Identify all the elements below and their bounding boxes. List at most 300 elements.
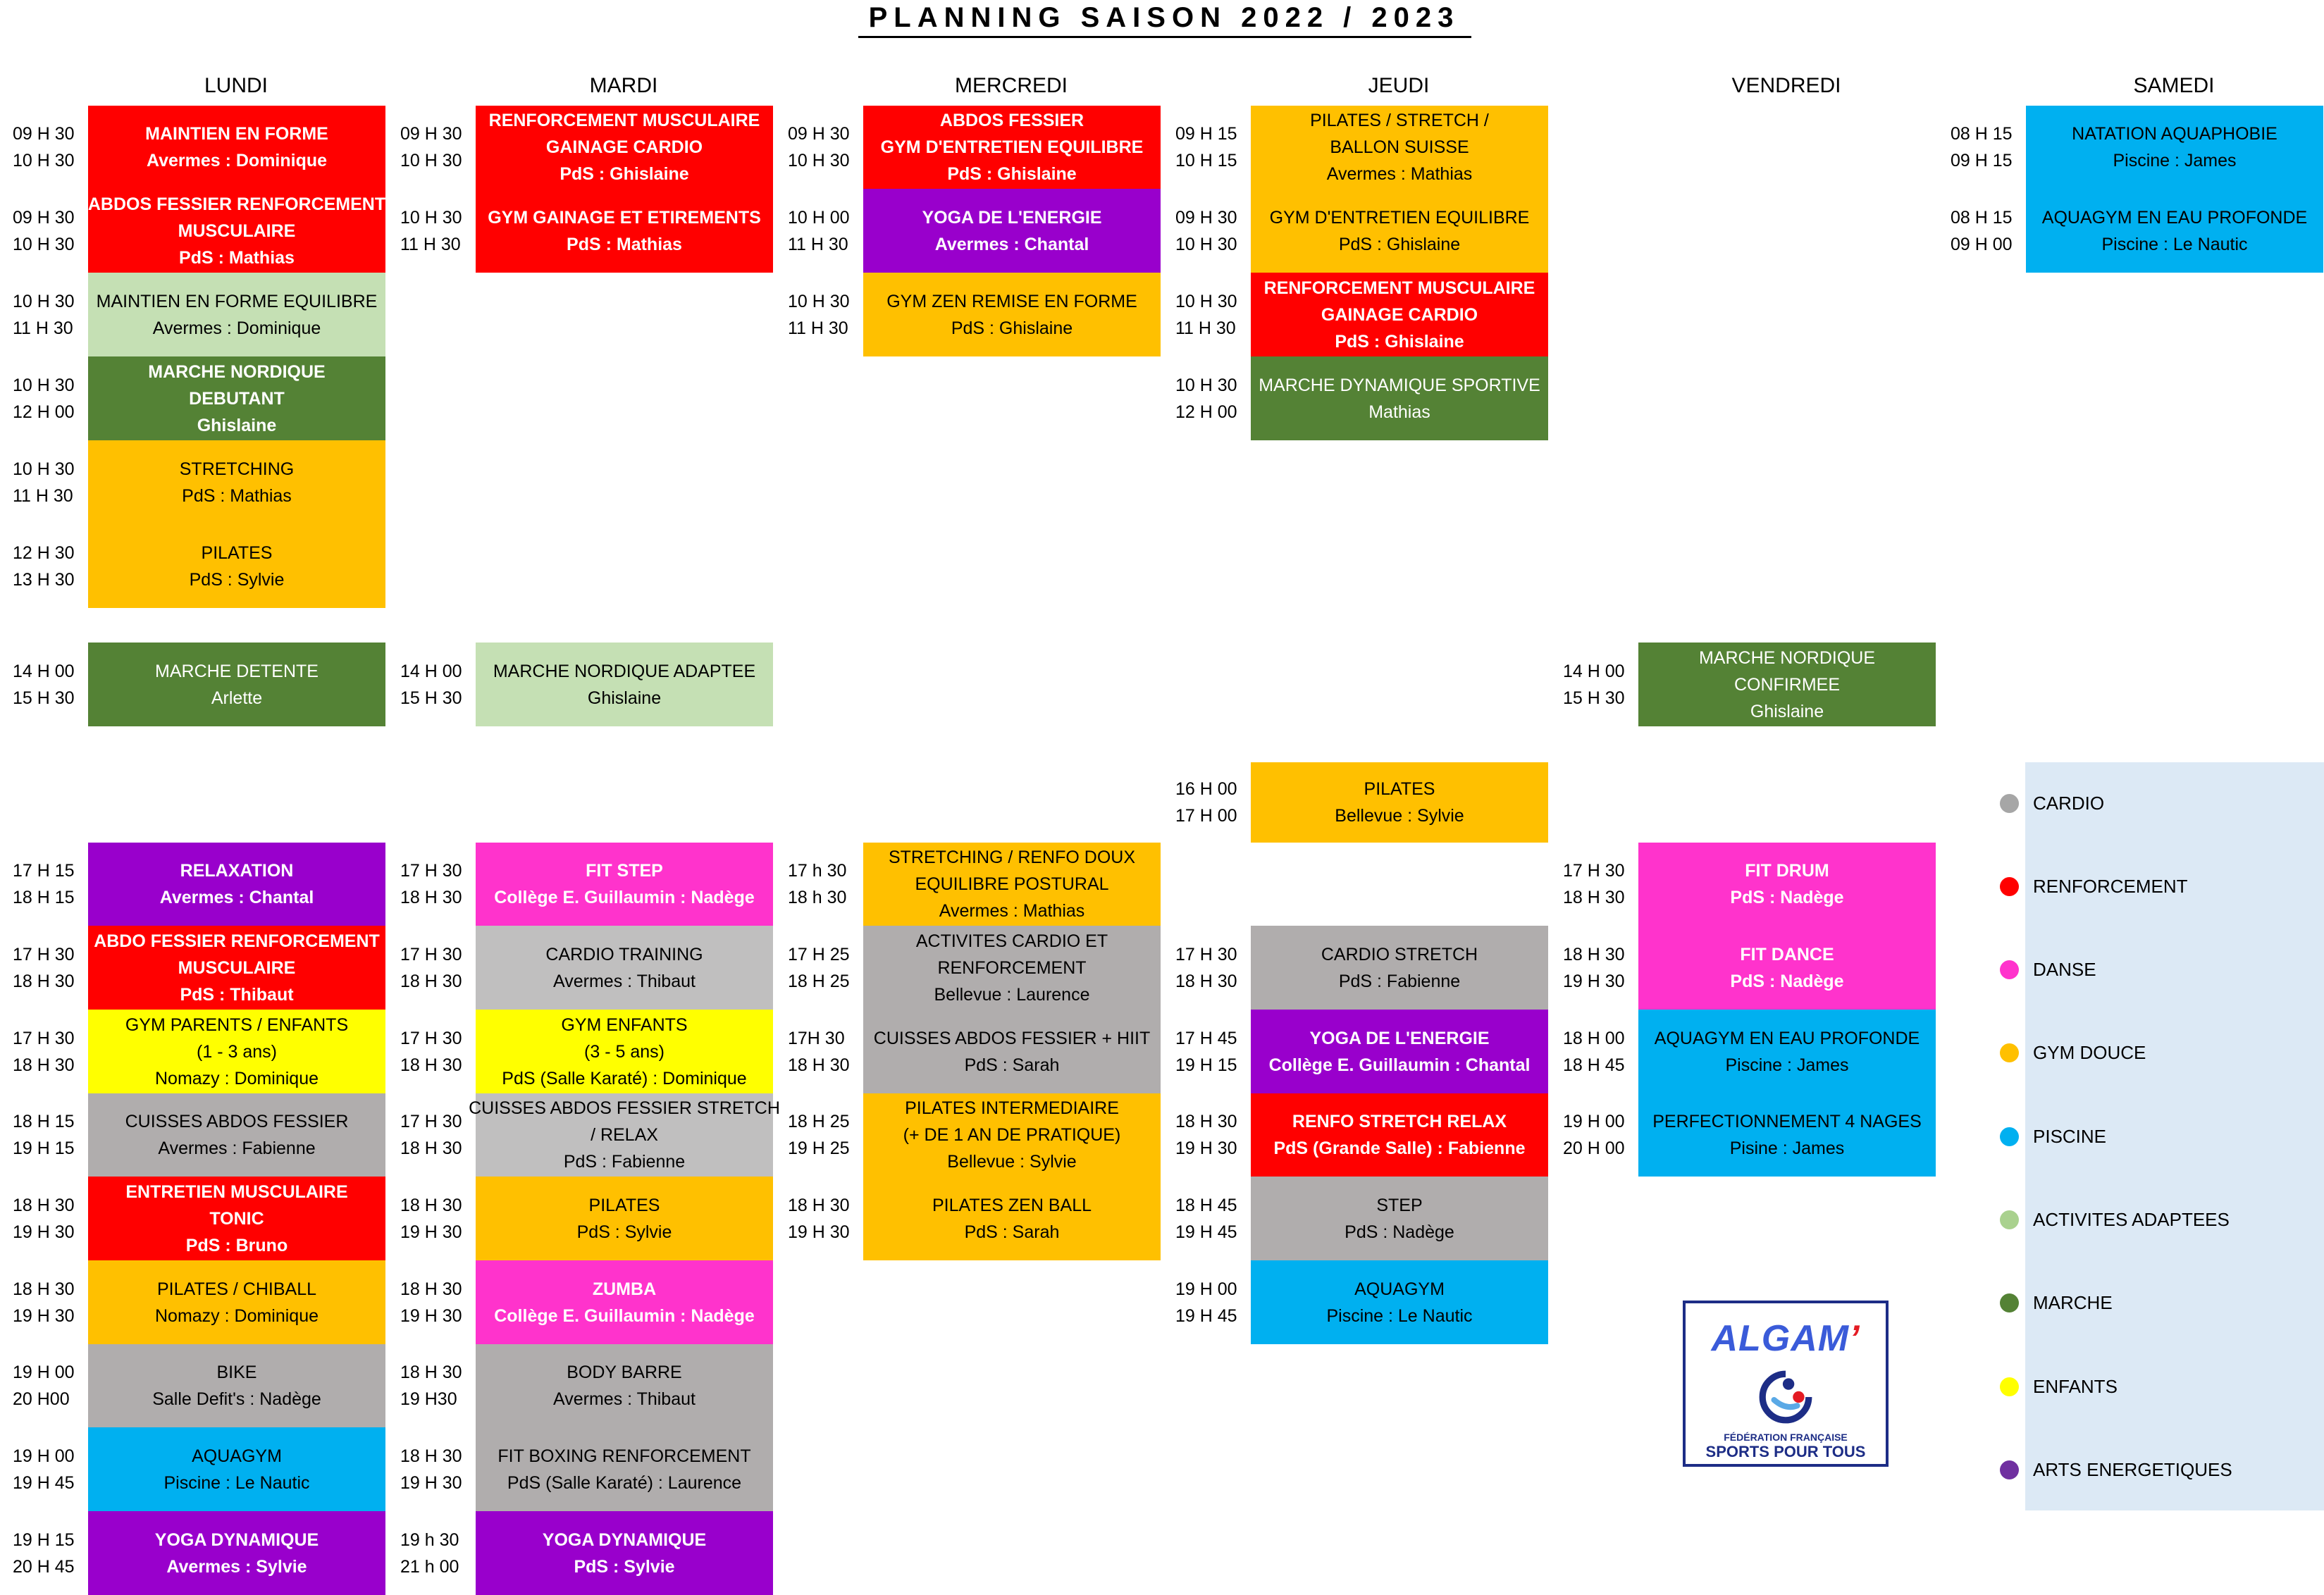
session-start-time: 18 H 15: [13, 1112, 75, 1131]
session-time: [1563, 857, 1639, 911]
legend-dot-icon: [2000, 794, 2019, 813]
session-start-time: 14 H 00: [400, 661, 462, 681]
session-line: Pisine : James: [1729, 1138, 1845, 1158]
session-time: [400, 1108, 476, 1162]
session-end-time: 19 H 15: [1175, 1055, 1237, 1075]
session-line: MARCHE NORDIQUE: [148, 361, 326, 382]
session-line: PILATES / STRETCH /: [1310, 111, 1489, 130]
legend-item: [2000, 956, 2096, 984]
session-end-time: 19 H30: [400, 1389, 457, 1409]
session-block: [469, 1093, 780, 1177]
session-line: PILATES: [1364, 779, 1435, 799]
legend-dot-icon: [2000, 1377, 2019, 1396]
session-start-time: 19 h 30: [400, 1529, 459, 1550]
session-line: PdS : Sylvie: [189, 569, 285, 590]
session-time: [1563, 658, 1639, 712]
session-block: [863, 106, 1161, 189]
session-time: [1563, 1108, 1639, 1162]
session-end-time: 20 H 00: [1563, 1138, 1625, 1158]
session-line: Bellevue : Sylvie: [947, 1152, 1077, 1172]
session-time: [1175, 288, 1251, 342]
session-start-time: 17 H 30: [400, 944, 462, 964]
session-end-time: 12 H 00: [1175, 402, 1237, 422]
session-block: [476, 643, 773, 726]
session-line: MARCHE NORDIQUE: [1698, 647, 1875, 668]
session-block: [88, 1427, 385, 1511]
session-line: FIT DRUM: [1745, 861, 1829, 881]
session-line: CUISSES ABDOS FESSIER: [125, 1112, 349, 1131]
legend-label: GYM DOUCE: [2033, 1042, 2146, 1064]
session-end-time: 18 H 30: [13, 1055, 75, 1075]
session-start-time: 10 H 30: [788, 291, 850, 311]
session-time: [400, 1359, 476, 1413]
session-block: [476, 1344, 773, 1427]
session-time: [1951, 204, 2027, 258]
session-line: PdS (Salle Karaté) : Dominique: [502, 1068, 747, 1088]
session-block: [863, 1177, 1161, 1260]
session-block: [88, 1010, 385, 1093]
session-end-time: 17 H 00: [1175, 806, 1237, 826]
session-end-time: 11 H 30: [13, 318, 73, 338]
session-block: [1251, 273, 1548, 356]
session-time: [788, 1025, 864, 1079]
session-line: Avermes : Mathias: [1326, 164, 1473, 184]
session-end-time: 19 H 30: [788, 1222, 850, 1242]
logo-line2: SPORTS POUR TOUS: [1705, 1443, 1866, 1460]
session-end-time: 18 H 30: [400, 1138, 462, 1158]
session-start-time: 16 H 00: [1175, 779, 1237, 799]
day-header-lundi: LUNDI: [204, 74, 268, 97]
session-time: [400, 1276, 476, 1329]
session-line: PdS : Ghislaine: [1338, 234, 1461, 254]
session-end-time: 18 H 30: [400, 1055, 462, 1075]
session-end-time: 11 H 30: [400, 234, 461, 254]
session-block: [88, 273, 385, 356]
session-block: [88, 356, 385, 440]
session-block: [863, 843, 1161, 926]
session-time: [400, 941, 476, 995]
session-time: [400, 857, 476, 911]
session-line: PdS : Thibaut: [180, 984, 294, 1005]
session-line: PdS : Fabienne: [563, 1152, 686, 1172]
session-end-time: 19 H 30: [400, 1472, 462, 1493]
session-line: ABDO FESSIER RENFORCEMENT: [94, 931, 380, 951]
legend-item: [2000, 872, 2188, 900]
session-line: GYM ENFANTS: [561, 1014, 688, 1035]
session-start-time: 08 H 15: [1951, 124, 2013, 144]
session-block: [88, 1511, 385, 1595]
session-line: Ghislaine: [197, 415, 277, 435]
legend-dot-icon: [2000, 1293, 2019, 1312]
session-end-time: 18 H 45: [1563, 1055, 1625, 1075]
session-line: RENFORCEMENT: [937, 957, 1087, 978]
session-block: [863, 189, 1161, 273]
session-time: [13, 1108, 89, 1162]
session-line: GYM PARENTS / ENFANTS: [125, 1014, 349, 1035]
session-line: Collège E. Guillaumin : Chantal: [1268, 1055, 1531, 1075]
session-line: MUSCULAIRE: [178, 957, 296, 978]
session-end-time: 10 H 30: [13, 234, 75, 254]
session-line: Nomazy : Dominique: [154, 1305, 319, 1326]
session-time: [400, 658, 476, 712]
session-end-time: 11 H 30: [788, 234, 848, 254]
session-line: MUSCULAIRE: [178, 221, 296, 241]
session-start-time: 14 H 00: [13, 661, 75, 681]
session-start-time: 18 H 25: [788, 1112, 850, 1131]
day-header-mardi: MARDI: [589, 74, 658, 97]
session-end-time: 19 H 30: [13, 1222, 75, 1242]
session-line: PdS : Sylvie: [576, 1222, 672, 1242]
session-line: AQUAGYM: [1354, 1279, 1445, 1299]
legend-label: PISCINE: [2033, 1125, 2107, 1147]
session-time: [400, 1527, 476, 1580]
session-line: Nomazy : Dominique: [154, 1068, 319, 1088]
session-line: NATATION AQUAPHOBIE: [2072, 124, 2277, 144]
session-end-time: 19 H 30: [400, 1222, 462, 1242]
session-line: ZUMBA: [592, 1279, 657, 1299]
legend-label: CARDIO: [2033, 792, 2105, 814]
session-line: Avermes : Thibaut: [553, 1389, 696, 1409]
session-block: [476, 843, 773, 926]
session-start-time: 17 H 30: [1563, 861, 1625, 881]
session-line: ENTRETIEN MUSCULAIRE: [125, 1181, 348, 1202]
session-end-time: 18 H 30: [400, 888, 462, 907]
session-line: Piscine : James: [2113, 151, 2237, 170]
session-line: MARCHE NORDIQUE ADAPTEE: [493, 661, 756, 681]
session-time: [788, 288, 864, 342]
session-start-time: 10 H 30: [13, 375, 75, 395]
session-line: STEP: [1376, 1195, 1423, 1215]
session-time: [400, 1192, 476, 1246]
session-time: [400, 204, 476, 258]
session-line: PILATES INTERMEDIAIRE: [905, 1098, 1119, 1118]
session-line: Avermes : Sylvie: [166, 1556, 307, 1577]
session-start-time: 17 H 30: [13, 944, 75, 964]
session-line: YOGA DYNAMIQUE: [154, 1529, 319, 1550]
session-block: [476, 926, 773, 1010]
session-line: (3 - 5 ans): [584, 1041, 665, 1062]
session-line: Ghislaine: [1750, 701, 1824, 721]
session-line: (+ DE 1 AN DE PRATIQUE): [903, 1125, 1121, 1145]
session-line: RELAXATION: [180, 861, 294, 881]
session-start-time: 18 H 00: [1563, 1028, 1625, 1048]
session-line: / RELAX: [591, 1125, 658, 1145]
logo-line1: FÉDÉRATION FRANÇAISE: [1724, 1432, 1848, 1443]
session-line: MARCHE DYNAMIQUE SPORTIVE: [1259, 375, 1540, 395]
session-line: PdS : Nadège: [1730, 971, 1844, 991]
legend-label: DANSE: [2033, 959, 2096, 981]
legend-dot-icon: [2000, 1127, 2019, 1146]
session-block: [476, 1010, 773, 1093]
session-line: CONFIRMEE: [1734, 674, 1840, 695]
session-line: PILATES: [201, 542, 273, 563]
session-time: [13, 204, 89, 258]
session-start-time: 19 H 00: [13, 1363, 75, 1382]
legend-dot-icon: [2000, 877, 2019, 896]
session-time: [13, 1359, 89, 1413]
session-line: BALLON SUISSE: [1330, 137, 1469, 157]
session-block: [476, 106, 773, 189]
session-line: STRETCHING: [179, 459, 295, 479]
session-start-time: 09 H 30: [400, 124, 462, 144]
session-line: Avermes : Chantal: [934, 234, 1089, 254]
session-line: PdS (Grande Salle) : Fabienne: [1273, 1138, 1526, 1158]
session-line: MAINTIEN EN FORME: [145, 124, 328, 144]
session-line: PdS : Ghislaine: [951, 318, 1073, 338]
session-line: PdS : Ghislaine: [560, 164, 689, 184]
session-time: [788, 1192, 864, 1246]
session-line: ABDOS FESSIER RENFORCEMENT: [87, 194, 386, 214]
session-block: [1251, 106, 1548, 189]
session-line: STRETCHING / RENFO DOUX: [888, 848, 1135, 867]
session-line: Bellevue : Laurence: [934, 984, 1090, 1005]
session-block: [1251, 1260, 1548, 1344]
session-block: [88, 1093, 385, 1177]
session-end-time: 13 H 30: [13, 569, 75, 590]
session-time: [400, 120, 476, 174]
session-start-time: 18 H 45: [1175, 1195, 1237, 1215]
session-start-time: 18 H 30: [400, 1446, 462, 1466]
session-line: PILATES: [588, 1195, 660, 1215]
session-line: PdS : Bruno: [185, 1235, 288, 1255]
session-block: [1638, 1010, 1936, 1093]
session-block: [88, 189, 385, 273]
session-time: [13, 540, 89, 593]
session-end-time: 11 H 30: [788, 318, 848, 338]
session-start-time: 17 H 30: [1175, 944, 1237, 964]
session-start-time: 10 H 00: [788, 207, 850, 228]
session-time: [13, 1527, 89, 1580]
session-line: PILATES ZEN BALL: [932, 1195, 1092, 1215]
session-end-time: 11 H 30: [1175, 318, 1236, 338]
session-start-time: 14 H 00: [1563, 661, 1625, 681]
session-line: PdS : Ghislaine: [947, 164, 1077, 184]
session-end-time: 15 H 30: [400, 688, 462, 708]
session-line: Mathias: [1368, 402, 1430, 422]
session-line: PdS : Nadège: [1730, 888, 1844, 907]
session-line: Ghislaine: [587, 688, 662, 708]
session-time: [1951, 120, 2027, 174]
session-end-time: 18 H 15: [13, 888, 75, 907]
day-header-vendredi: VENDREDI: [1731, 74, 1841, 97]
session-time: [1563, 941, 1639, 995]
session-end-time: 21 h 00: [400, 1556, 459, 1577]
session-block: [88, 524, 385, 608]
session-end-time: 15 H 30: [13, 688, 75, 708]
session-start-time: 09 H 30: [13, 124, 75, 144]
session-line: GAINAGE CARDIO: [1321, 304, 1478, 325]
session-time: [1175, 1025, 1251, 1079]
session-block: [863, 926, 1161, 1010]
session-end-time: 19 H 30: [1563, 971, 1625, 991]
session-end-time: 10 H 15: [1175, 151, 1237, 170]
session-block: [88, 106, 385, 189]
legend-item: [2000, 1289, 2113, 1317]
session-end-time: 18 H 30: [13, 971, 75, 991]
session-line: Collège E. Guillaumin : Nadège: [494, 888, 755, 907]
session-end-time: 19 H 15: [13, 1138, 75, 1158]
page-title: PLANNING SAISON 2022 / 2023: [868, 2, 1460, 33]
session-end-time: 19 H 45: [1175, 1305, 1237, 1326]
session-line: Salle Defit's : Nadège: [152, 1389, 321, 1409]
legend-item: [2000, 1206, 2230, 1234]
session-start-time: 18 H 30: [400, 1279, 462, 1299]
session-start-time: 18 H 30: [13, 1279, 75, 1299]
session-block: [1251, 1010, 1548, 1093]
session-line: Collège E. Guillaumin : Nadège: [494, 1305, 755, 1326]
legend-dot-icon: [2000, 1210, 2019, 1229]
legend-dot-icon: [2000, 1460, 2019, 1479]
session-line: PdS : Mathias: [179, 247, 295, 268]
session-line: Avermes : Chantal: [159, 888, 314, 907]
session-time: [400, 1025, 476, 1079]
session-line: PdS : Nadège: [1345, 1222, 1454, 1242]
session-start-time: 18 H 30: [1563, 944, 1625, 964]
session-block: [2026, 106, 2323, 189]
session-start-time: 18 H 30: [400, 1363, 462, 1382]
session-line: CUISSES ABDOS FESSIER + HIIT: [873, 1028, 1151, 1048]
session-time: [1563, 1025, 1639, 1079]
legend-label: ARTS ENERGETIQUES: [2033, 1458, 2232, 1480]
session-time: [1175, 372, 1251, 426]
session-line: RENFO STRETCH RELAX: [1292, 1112, 1507, 1131]
session-end-time: 18 H 30: [788, 1055, 850, 1075]
legend-label: RENFORCEMENT: [2033, 875, 2188, 897]
legend-item: [2000, 1122, 2106, 1150]
day-header-mercredi: MERCREDI: [954, 74, 1068, 97]
session-end-time: 09 H 00: [1951, 234, 2013, 254]
session-start-time: 18 H 30: [13, 1195, 75, 1215]
session-line: RENFORCEMENT MUSCULAIRE: [488, 111, 760, 130]
session-time: [13, 857, 89, 911]
session-block: [1251, 1093, 1548, 1177]
session-time: [788, 120, 864, 174]
legend-item: [2000, 1456, 2232, 1484]
session-line: Avermes : Dominique: [146, 151, 328, 170]
session-start-time: 09 H 30: [1175, 207, 1237, 228]
session-end-time: 20 H00: [13, 1389, 70, 1409]
session-block: [1251, 1177, 1548, 1260]
federation-logo: [1683, 1301, 1889, 1467]
session-line: Bellevue : Sylvie: [1335, 806, 1464, 826]
day-header-jeudi: JEUDI: [1368, 74, 1430, 97]
session-line: BIKE: [216, 1363, 257, 1382]
session-start-time: 19 H 15: [13, 1529, 75, 1550]
session-end-time: 19 H 30: [1175, 1138, 1237, 1158]
session-start-time: 09 H 15: [1175, 124, 1237, 144]
session-time: [400, 1443, 476, 1496]
session-start-time: 10 H 30: [1175, 375, 1237, 395]
session-start-time: 17 H 30: [400, 1028, 462, 1048]
session-block: [88, 643, 385, 726]
session-start-time: 10 H 30: [13, 459, 75, 479]
legend-label: ACTIVITES ADAPTEES: [2033, 1209, 2230, 1230]
session-block: [863, 1010, 1161, 1093]
session-line: GYM ZEN REMISE EN FORME: [886, 291, 1137, 311]
session-end-time: 10 H 30: [788, 151, 850, 170]
legend-label: MARCHE: [2033, 1292, 2113, 1314]
session-block: [476, 1177, 773, 1260]
session-line: PdS (Salle Karaté) : Laurence: [507, 1472, 742, 1493]
session-line: Avermes : Mathias: [939, 901, 1085, 921]
session-line: TONIC: [209, 1208, 264, 1229]
session-end-time: 19 H 30: [400, 1305, 462, 1326]
legend-item: [2000, 1039, 2146, 1067]
session-block: [88, 926, 385, 1010]
session-line: GYM GAINAGE ET ETIREMENTS: [488, 207, 761, 228]
session-block: [2026, 189, 2323, 273]
session-line: CARDIO TRAINING: [545, 944, 703, 964]
legend-dot-icon: [2000, 1043, 2019, 1062]
session-line: AQUAGYM: [192, 1446, 282, 1466]
session-line: Avermes : Dominique: [152, 318, 321, 338]
session-time: [1175, 1108, 1251, 1162]
session-block: [1251, 926, 1548, 1010]
session-line: MARCHE DETENTE: [155, 661, 319, 681]
session-line: PdS : Mathias: [567, 234, 682, 254]
session-start-time: 17 H 45: [1175, 1028, 1237, 1048]
session-time: [1175, 1276, 1251, 1329]
session-line: ACTIVITES CARDIO ET: [915, 931, 1108, 951]
session-time: [788, 857, 864, 911]
session-start-time: 09 H 30: [788, 124, 850, 144]
session-start-time: 17H 30: [788, 1028, 845, 1048]
session-time: [1175, 776, 1251, 829]
session-start-time: 17 H 30: [400, 1112, 462, 1131]
session-block: [863, 1093, 1161, 1177]
session-line: YOGA DYNAMIQUE: [542, 1529, 707, 1550]
session-block: [88, 440, 385, 524]
session-line: GAINAGE CARDIO: [545, 137, 703, 157]
session-line: Avermes : Thibaut: [553, 971, 696, 991]
session-start-time: 17 H 25: [788, 944, 850, 964]
session-time: [1175, 204, 1251, 258]
legend-dot-icon: [2000, 960, 2019, 979]
session-block: [1638, 1093, 1936, 1177]
session-line: Arlette: [211, 688, 263, 708]
session-start-time: 10 H 30: [400, 207, 462, 228]
session-start-time: 17 H 15: [13, 861, 75, 881]
session-line: YOGA DE L'ENERGIE: [1309, 1028, 1490, 1048]
session-block: [476, 1260, 773, 1344]
session-line: Piscine : James: [1725, 1055, 1849, 1075]
session-end-time: 20 H 45: [13, 1556, 75, 1577]
session-start-time: 19 H 00: [1175, 1279, 1237, 1299]
session-line: AQUAGYM EN EAU PROFONDE: [2041, 207, 2308, 228]
session-line: CUISSES ABDOS FESSIER STRETCH: [469, 1098, 780, 1118]
session-time: [13, 288, 89, 342]
legend-item: [2000, 1372, 2118, 1401]
session-line: EQUILIBRE POSTURAL: [915, 874, 1109, 894]
session-line: PERFECTIONNEMENT 4 NAGES: [1652, 1112, 1922, 1131]
session-time: [13, 941, 89, 995]
session-start-time: 19 H 00: [1563, 1112, 1625, 1131]
session-line: FIT STEP: [586, 861, 663, 881]
session-end-time: 10 H 30: [1175, 234, 1237, 254]
session-line: CARDIO STRETCH: [1321, 944, 1478, 964]
session-line: PdS : Sarah: [964, 1055, 1060, 1075]
session-end-time: 11 H 30: [13, 485, 73, 506]
session-line: PILATES / CHIBALL: [156, 1279, 316, 1299]
session-end-time: 18 H 25: [788, 971, 850, 991]
session-start-time: 18 H 30: [400, 1195, 462, 1215]
session-block: [88, 1260, 385, 1344]
session-block: [476, 1427, 773, 1511]
session-block: [88, 1344, 385, 1427]
session-start-time: 17 H 30: [13, 1028, 75, 1048]
day-header-samedi: SAMEDI: [2133, 74, 2215, 97]
session-time: [13, 1276, 89, 1329]
